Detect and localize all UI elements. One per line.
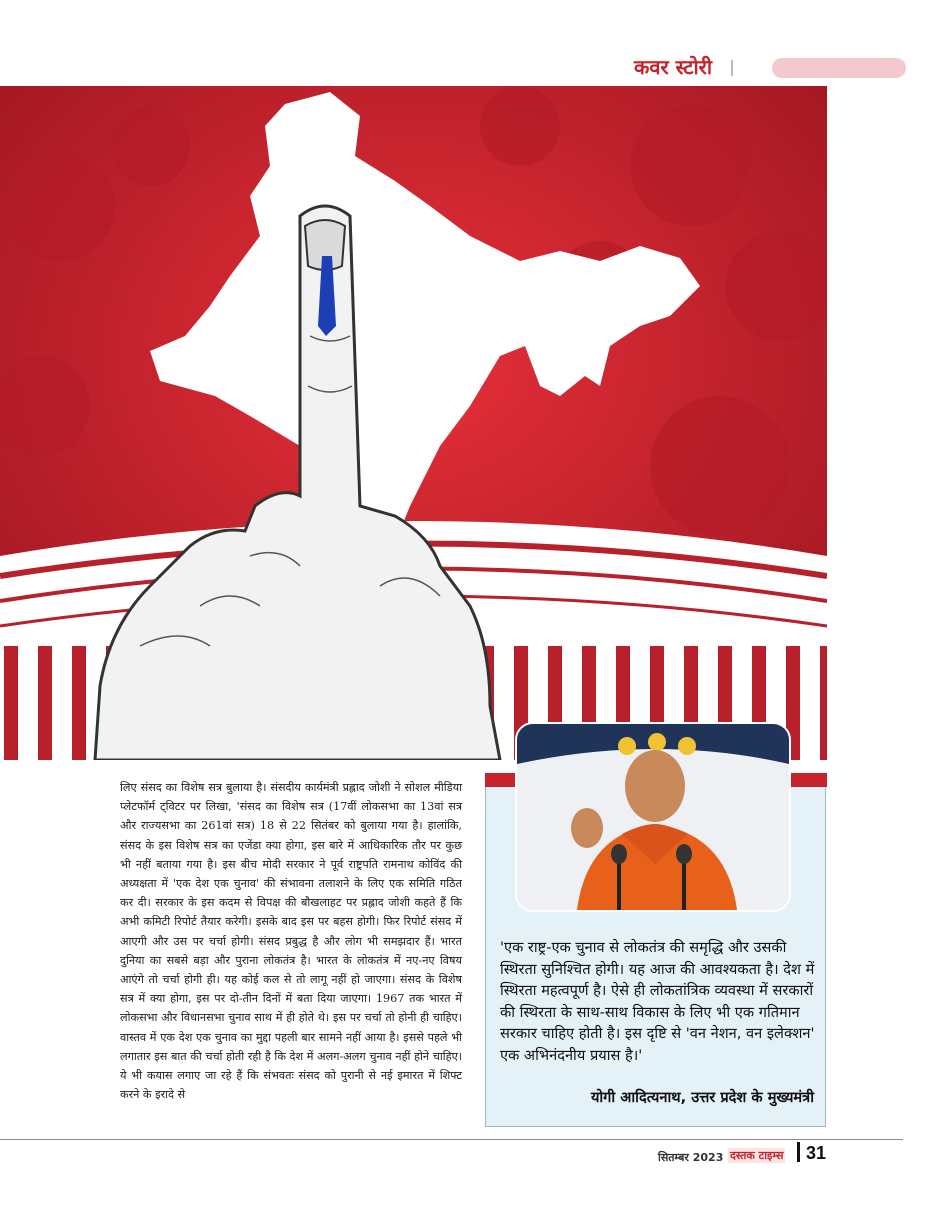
article-body: लिए संसद का विशेष सत्र बुलाया है। संसदीय कार्यमंत्री प्रह्लाद जोशी ने सोशल मीडिया प्लेटफॉर्म ट्विटर पर लिखा, 'संसद का विशेष सत्र (17वीं लोकसभा का 13वां सत्र और राज्यसभा का 261वां सत्र) 18 से 22 सितंबर को बुलाया गया है। हालांकि, संसद के इस विशेष सत्र का एजेंडा क्या होगा, इस बारे में आधिकारिक तौर पर कुछ भी नहीं बताया गया है। इस बीच मोदी सरकार ने पूर्व राष्ट्रपति रामनाथ कोविंद की अध्यक्षता में 'एक देश एक चुनाव' की संभावना तलाशने के लिए एक समिति गठित कर दी। सरकार के इस कदम से विपक्ष की बौखलाहट पर प्रह्लाद जोशी कहते हैं कि अभी कमिटी रिपोर्ट तैयार करेगी। इसके बाद इस पर बहस होगी। फिर रिपोर्ट संसद में आएगी और उस पर चर्चा होगी। संसद प्रबुद्ध है और लोग भी समझदार हैं। भारत दुनिया का सबसे बड़ा और पुराना लोकतंत्र है। भारत के लोकतंत्र में नए-नए विषय आएंगे तो चर्चा होगी ही। यह कोई कल से तो लागू नहीं हो जाएगा। संसद के विशेष सत्र में क्या होगा, इस पर दो-तीन दिनों में बता दिया जाएगा। 1967 तक भारत में लोकसभा और विधानसभा चुनाव साथ में ही होते थे। इस पर चर्चा तो होनी ही चाहिए। वास्तव में एक देश एक चुनाव का मुद्दा पहली बार सामने नहीं आया है। इससे पहले भी लगातार इस बात की चर्चा होती रही है कि देश में अलग-अलग चुनाव नहीं होने चाहिए। ये भी कयास लगाए जा रहे हैं कि संभवतः संसद को पुरानी से नई इमारत में शिफ्ट करने के इरादे से: [120, 781, 462, 1102]
page-number: 31: [806, 1143, 827, 1163]
hero-illustration: [0, 86, 827, 760]
speaker-portrait: [517, 724, 789, 910]
inked-finger-india-map-illustration: [0, 86, 827, 760]
footer-date: सितम्बर 2023: [658, 1151, 724, 1164]
header-decoration-pill: [772, 58, 906, 78]
footer-rule: [0, 1139, 903, 1140]
pull-quote-author: योगी आदित्यनाथ, उत्तर प्रदेश के मुख्यमंत्री: [590, 1089, 814, 1106]
pull-quote-text: 'एक राष्ट्र-एक चुनाव से लोकतंत्र की समृद्धि और उसकी स्थिरता सुनिश्चित होगी। यह आज की आवश्यकता है। देश में स्थिरता महत्वपूर्ण है। ऐसे ही लोकतांत्रिक व्यवस्था में सरकारों की स्थिरता के साथ-साथ विकास के लिए भी एक गतिमान सरकार चाहिए होती है। इस दृष्टि से 'वन नेशन, वन इलेक्शन' एक अभिनंदनीय प्रयास है।': [500, 939, 815, 1064]
quote-red-band-right: [790, 773, 827, 787]
footer-divider: [797, 1142, 800, 1162]
quote-red-band-left: [485, 773, 515, 787]
section-label: कवर स्टोरी: [634, 55, 713, 79]
magazine-logo: दस्तक टाइम्स: [730, 1149, 784, 1162]
speaker-photo: [515, 722, 791, 912]
header-divider: [731, 60, 733, 76]
